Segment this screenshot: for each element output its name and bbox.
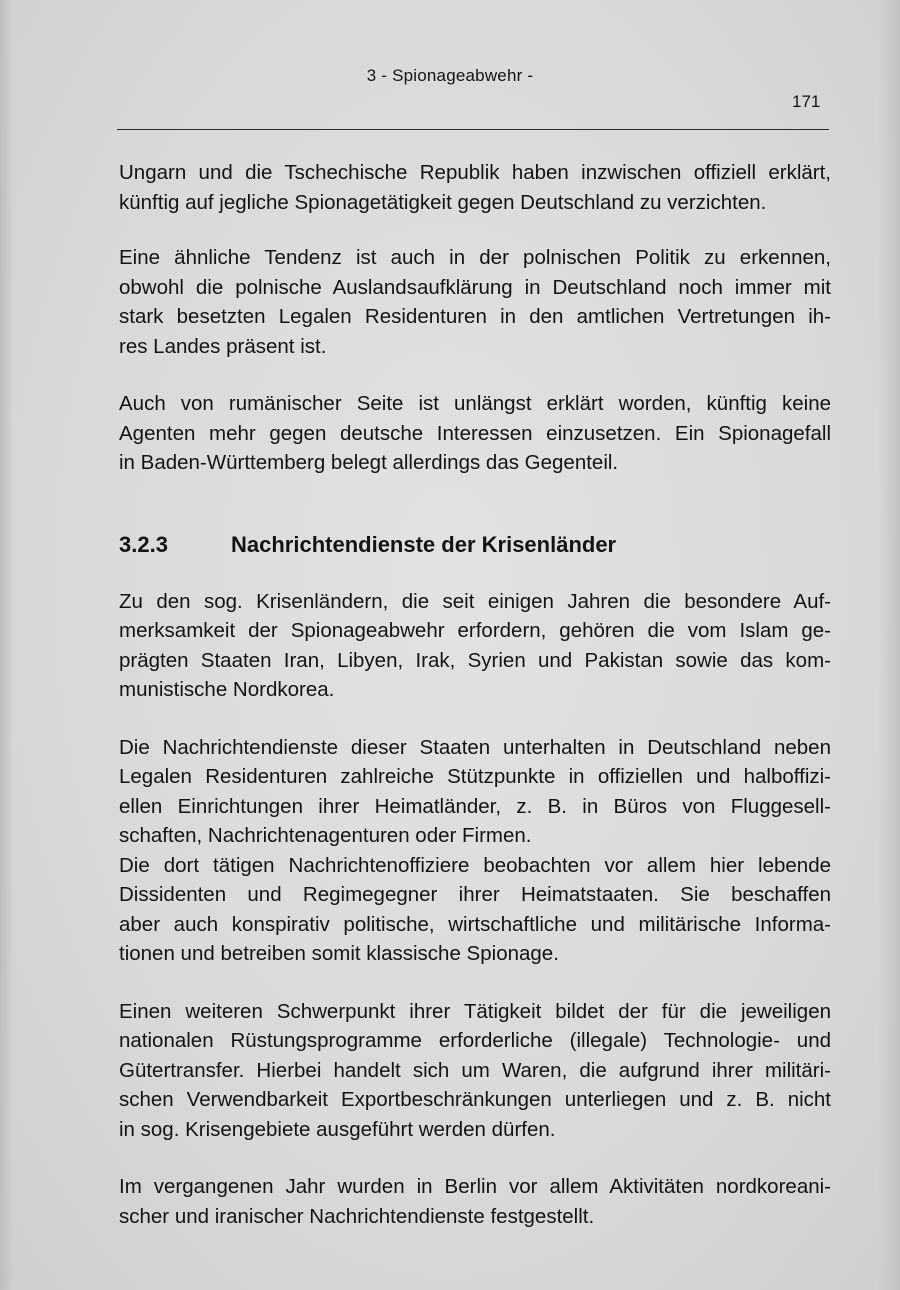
text-line: Die Nachrichtendienste dieser Staaten unterhalten in Deutschland neben [119, 735, 831, 759]
section-heading [119, 530, 831, 560]
text-line: stark besetzten Legalen Residenturen in den amtlichen Vertretungen ih- [119, 305, 831, 328]
paragraph [119, 243, 831, 361]
text-line: Ungarn und die Tschechische Republik haben inzwischen offiziell erklärt, [119, 161, 831, 184]
text-line: Zu den sog. Krisenländern, die seit einigen Jahren die besondere Auf- [119, 589, 831, 613]
section-number: 3.2.3 [119, 531, 168, 557]
text-line: Auch von rumänischer Seite ist unlängst erklärt worden, künftig keine [119, 392, 831, 415]
text-line: Im vergangenen Jahr wurden in Berlin vor allem Aktivitäten nordkoreani- [119, 1175, 831, 1198]
text-line: Agenten mehr gegen deutsche Interessen einzusetzen. Ein Spionagefall [119, 421, 831, 445]
text-line: künftig auf jegliche Spionagetätigkeit gegen Deutschland zu verzichten. [119, 190, 767, 214]
body-text [119, 158, 831, 1231]
paragraph [119, 997, 831, 1145]
text-line: prägten Staaten Iran, Libyen, Irak, Syrien und Pakistan sowie das kom- [119, 648, 831, 672]
text-line: Eine ähnliche Tendenz ist auch in der polnischen Politik zu erkennen, [119, 246, 831, 269]
text-line: Einen weiteren Schwerpunkt ihrer Tätigkeit bildet der für die jeweiligen [119, 999, 831, 1023]
text-line: aber auch konspirativ politische, wirtschaftliche und militärische Informa- [119, 912, 831, 936]
text-line: obwohl die polnische Auslandsaufklärung in Deutschland noch immer mit [119, 275, 831, 299]
text-line: Legalen Residenturen zahlreiche Stützpunkte in offiziellen und halboffizi- [119, 765, 831, 788]
text-line: nationalen Rüstungsprogramme erforderliche (illegale) Technologie- und [119, 1029, 831, 1052]
text-line: in sog. Krisengebiete ausgeführt werden dürfen. [119, 1117, 556, 1141]
text-line: Die dort tätigen Nachrichtenoffiziere beobachten vor allem hier lebende [119, 853, 831, 877]
page-number: 171 [792, 92, 821, 111]
text-line: Dissidenten und Regimegegner ihrer Heimatstaaten. Sie beschaffen [119, 883, 831, 906]
paragraph [119, 1172, 831, 1231]
section-title: Nachrichtendienste der Krisenländer [231, 531, 617, 557]
paragraph [119, 733, 831, 969]
text-line: scher und iranischer Nachrichtendienste festgestellt. [119, 1204, 595, 1228]
paragraph [119, 158, 831, 217]
text-line: merksamkeit der Spionageabwehr erfordern, gehören die vom Islam ge- [119, 619, 831, 642]
text-line: res Landes präsent ist. [119, 334, 327, 358]
text-line: ellen Einrichtungen ihrer Heimatländer, z. B. in Büros von Fluggesell- [119, 794, 831, 818]
text-line: tionen und betreiben somit klassische Spionage. [119, 942, 559, 965]
text-line: schaften, Nachrichtenagenturen oder Firmen. [119, 824, 532, 847]
text-line: in Baden-Württemberg belegt allerdings das Gegenteil. [119, 451, 619, 474]
header-rule [117, 129, 829, 130]
paragraph [119, 587, 831, 705]
text-line: schen Verwendbarkeit Exportbeschränkungen unterliegen und z. B. nicht [119, 1088, 831, 1111]
running-title: 3 - Spionageabwehr - [366, 66, 534, 85]
text-line: Gütertransfer. Hierbei handelt sich um Waren, die aufgrund ihrer militäri- [119, 1058, 831, 1082]
paragraph [119, 389, 831, 478]
text-line: munistische Nordkorea. [119, 678, 335, 701]
